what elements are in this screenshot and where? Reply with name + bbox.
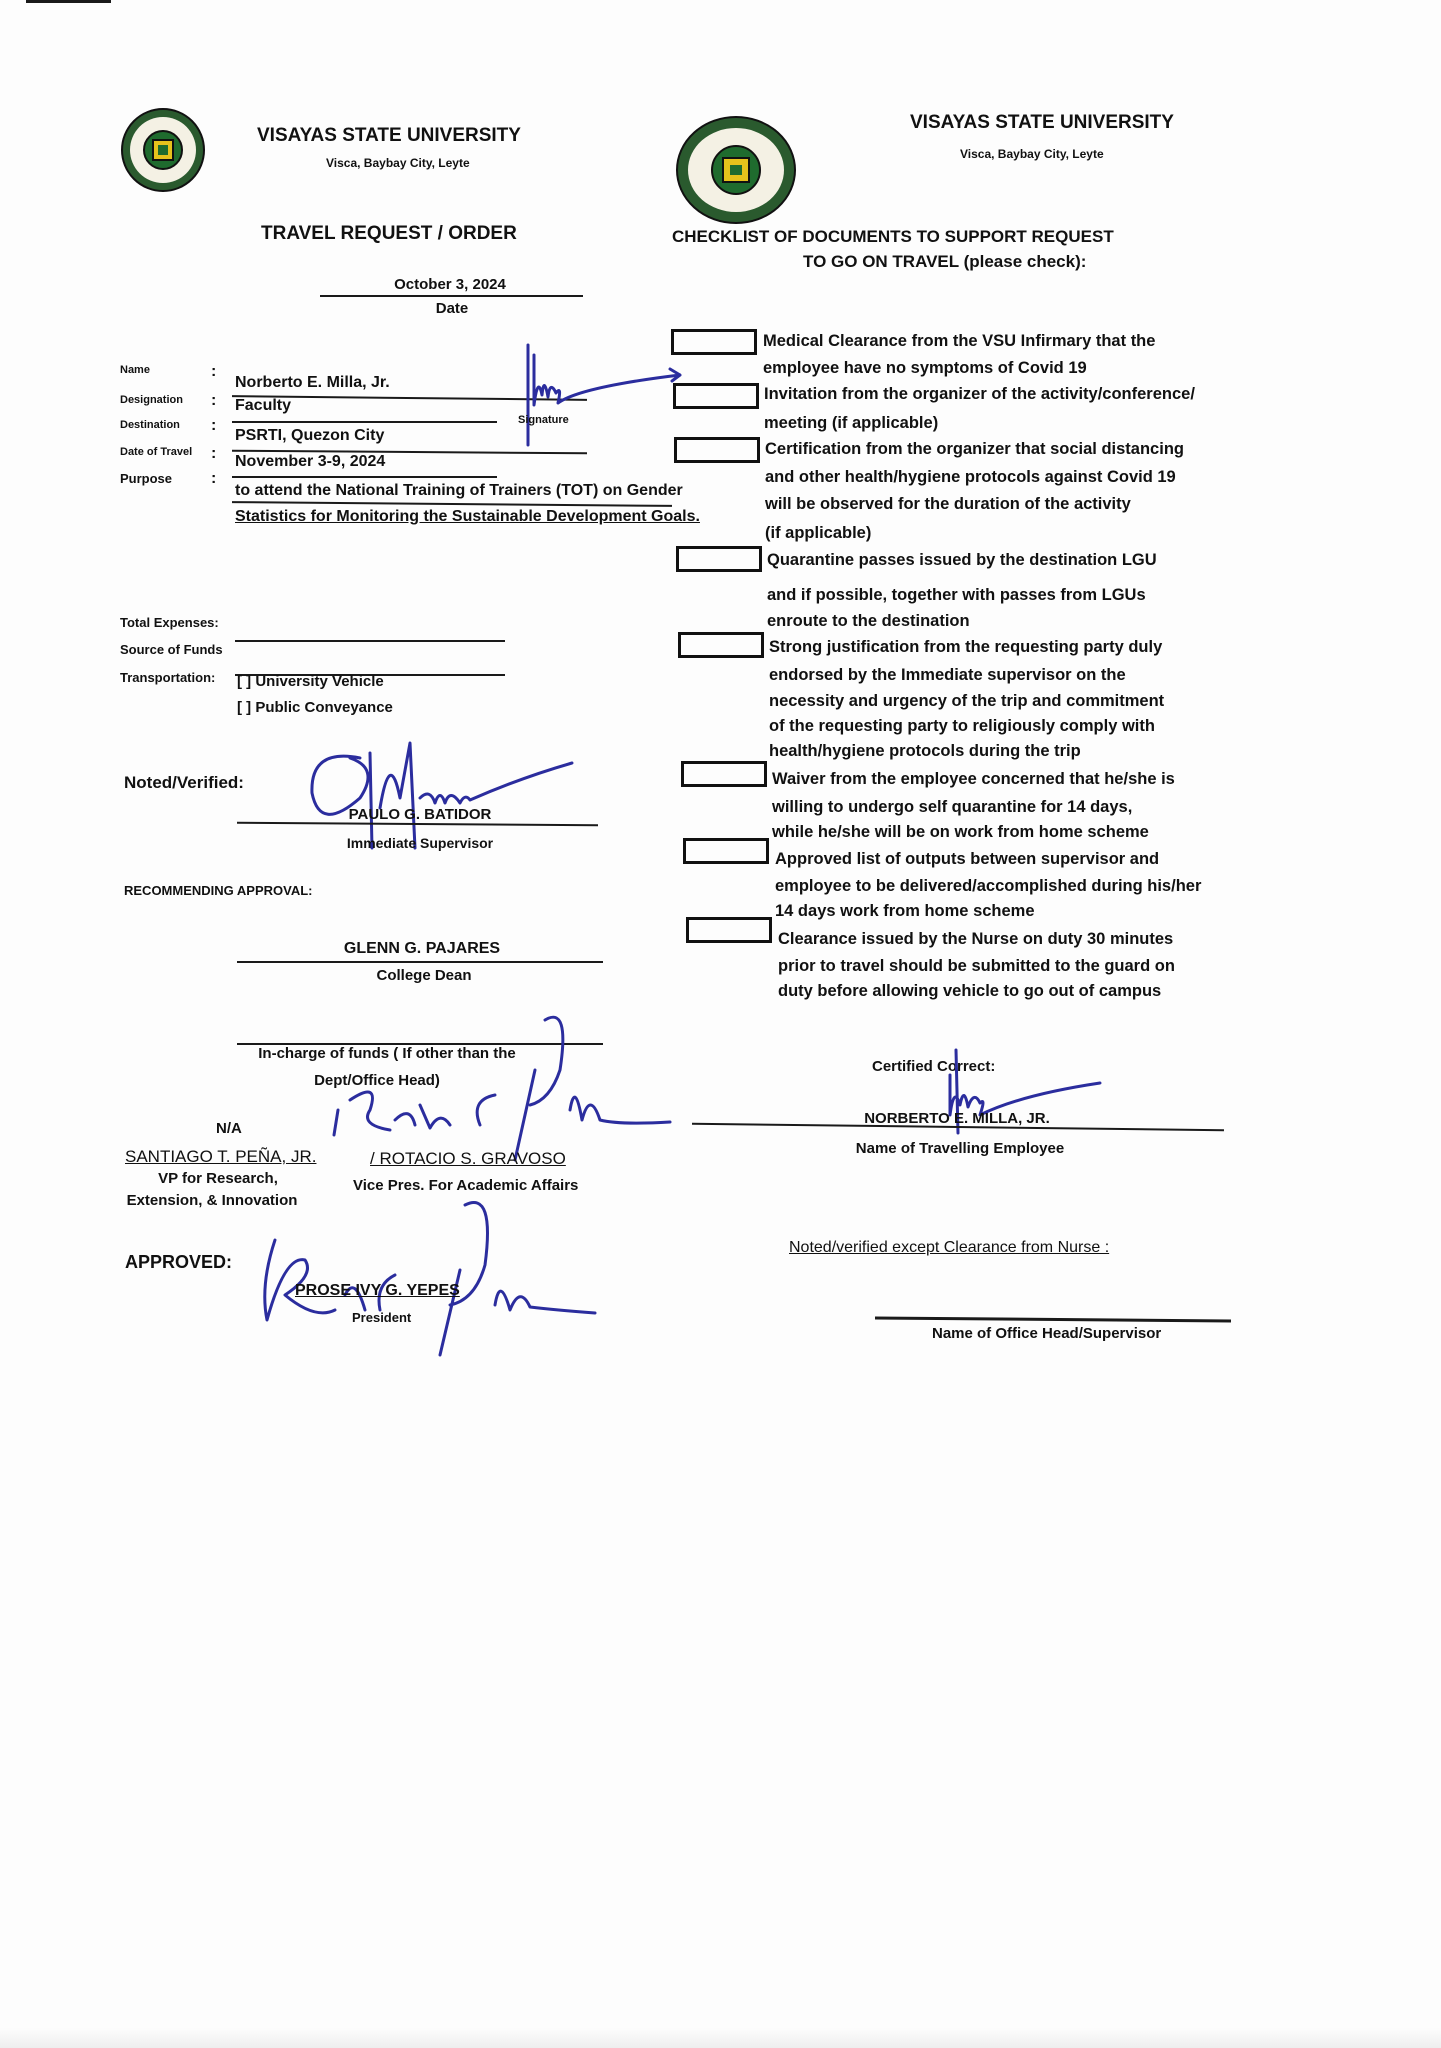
item-text: health/hygiene protocols during the trip [769, 742, 1081, 760]
date-label: Date [435, 300, 469, 317]
item-text: meeting (if applicable) [764, 414, 939, 432]
designation-line [232, 421, 497, 423]
checkbox-quarantine-passes[interactable] [676, 546, 762, 572]
checkbox-medical-clearance[interactable] [671, 329, 757, 355]
dean-title: College Dean [376, 967, 472, 984]
item-text: Invitation from the organizer of the activity/conference/ [764, 385, 1195, 403]
colon: : [211, 392, 217, 409]
item-text: enroute to the destination [767, 612, 970, 630]
dean-line [237, 961, 603, 963]
noted-except-nurse-label: Noted/verified except Clearance from Nurse : [789, 1239, 1110, 1256]
transportation-label: Transportation: [120, 670, 216, 685]
item-text: Certification from the organizer that social distancing [765, 440, 1184, 458]
checkbox-certification[interactable] [674, 437, 760, 463]
item-text: Waiver from the employee concerned that he/she is [772, 770, 1175, 788]
checklist-title-line1: CHECKLIST OF DOCUMENTS TO SUPPORT REQUEST [672, 227, 1114, 246]
item-text: employee have no symptoms of Covid 19 [763, 359, 1087, 377]
item-text: will be observed for the duration of the activity [765, 495, 1131, 513]
date-of-travel-value: November 3-9, 2024 [235, 453, 386, 470]
date-line [320, 295, 583, 297]
checkbox-invitation[interactable] [673, 383, 759, 409]
colon: : [211, 470, 217, 487]
university-address-right: Visca, Baybay City, Leyte [960, 147, 1104, 161]
destination-label: Destination [120, 419, 180, 431]
president-title: President [352, 1310, 412, 1325]
noted-verified-label: Noted/Verified: [124, 773, 244, 792]
vp-academic-title: Vice Pres. For Academic Affairs [353, 1177, 579, 1194]
designation-label: Designation [120, 394, 183, 406]
dean-name: GLENN G. PAJARES [343, 940, 501, 957]
total-expenses-line [235, 640, 505, 642]
date-of-travel-label: Date of Travel [120, 446, 193, 458]
certified-correct-label: Certified Correct: [872, 1058, 996, 1075]
name-value: Norberto E. Milla, Jr. [235, 374, 390, 391]
university-seal-logo [120, 107, 206, 193]
name-label: Name [120, 364, 150, 376]
university-seal-logo-right [675, 115, 797, 225]
checkbox-nurse-clearance[interactable] [686, 917, 772, 943]
recommending-approval-label: RECOMMENDING APPROVAL: [124, 883, 313, 898]
president-name: PROSE IVY G. YEPES [295, 1282, 460, 1299]
traveller-signature [520, 335, 690, 450]
supervisor-title: Immediate Supervisor [346, 835, 494, 851]
funds-label-line1: In-charge of funds ( If other than the [258, 1045, 516, 1062]
signature-label: Signature [518, 414, 569, 426]
university-name-right: VISAYAS STATE UNIVERSITY [910, 112, 1174, 133]
colon: : [211, 417, 217, 434]
supervisor-name: PAULO G. BATIDOR [348, 806, 492, 823]
colon: : [211, 363, 217, 380]
vp-research-name: SANTIAGO T. PEÑA, JR. [125, 1147, 317, 1166]
office-head-line [875, 1316, 1231, 1322]
checkbox-strong-justification[interactable] [678, 632, 764, 658]
transport-option-university-vehicle[interactable]: [ ] University Vehicle [237, 673, 384, 690]
form-title: TRAVEL REQUEST / ORDER [261, 223, 517, 244]
office-head-label: Name of Office Head/Supervisor [932, 1325, 1162, 1342]
na-label: N/A [216, 1120, 242, 1137]
item-text: Approved list of outputs between supervisor and [775, 850, 1160, 868]
scan-bottom-edge [0, 2028, 1441, 2048]
scan-edge-mark [26, 0, 111, 3]
item-text: while he/she will be on work from home scheme [772, 823, 1149, 841]
purpose-value: to attend the National Training of Trainers (TOT) on Gender [235, 482, 683, 499]
item-text: (if applicable) [765, 524, 872, 542]
vp-academic-signature [320, 1010, 680, 1160]
employee-name: NORBERTO E. MILLA, JR. [864, 1110, 1050, 1127]
item-text: Quarantine passes issued by the destination LGU [767, 551, 1157, 569]
funds-label-line2: Dept/Office Head) [314, 1072, 440, 1089]
university-name: VISAYAS STATE UNIVERSITY [257, 125, 521, 146]
item-text: prior to travel should be submitted to the guard on [778, 957, 1175, 975]
transport-option-public-conveyance[interactable]: [ ] Public Conveyance [237, 699, 393, 716]
vp-research-title-line1: VP for Research, [158, 1170, 278, 1187]
item-text: and other health/hygiene protocols against Covid 19 [765, 468, 1176, 486]
total-expenses-label: Total Expenses: [120, 615, 219, 630]
university-address: Visca, Baybay City, Leyte [326, 156, 470, 170]
checkbox-waiver[interactable] [681, 761, 767, 787]
item-text: Medical Clearance from the VSU Infirmary that the [763, 332, 1156, 350]
item-text: and if possible, together with passes from LGUs [767, 586, 1146, 604]
destination-value: PSRTI, Quezon City [235, 427, 385, 444]
item-text: 14 days work from home scheme [775, 902, 1035, 920]
source-of-funds-label: Source of Funds [120, 642, 223, 657]
president-signature [255, 1195, 615, 1355]
item-text: Strong justification from the requesting party duly [769, 638, 1163, 656]
purpose-value-continued: Statistics for Monitoring the Sustainable Development Goals. [235, 508, 700, 525]
purpose-line [232, 501, 672, 507]
purpose-label: Purpose [120, 471, 173, 486]
colon: : [211, 445, 217, 462]
item-text: duty before allowing vehicle to go out of campus [778, 982, 1162, 1000]
employee-title: Name of Travelling Employee [855, 1140, 1065, 1157]
item-text: endorsed by the Immediate supervisor on the [769, 666, 1126, 684]
item-text: Clearance issued by the Nurse on duty 30 minutes [778, 930, 1174, 948]
approved-label: APPROVED: [125, 1252, 233, 1272]
item-text: employee to be delivered/accomplished during his/her [775, 877, 1202, 895]
date-value: October 3, 2024 [394, 276, 506, 293]
date-of-travel-line [232, 476, 497, 478]
item-text: necessity and urgency of the trip and commitment [769, 692, 1165, 710]
item-text: of the requesting party to religiously comply with [769, 717, 1155, 735]
designation-value: Faculty [235, 397, 292, 414]
checklist-title-line2: TO GO ON TRAVEL (please check): [803, 252, 1087, 271]
vp-academic-name: / ROTACIO S. GRAVOSO [370, 1149, 566, 1168]
item-text: willing to undergo self quarantine for 14 days, [772, 798, 1133, 816]
vp-research-title-line2: Extension, & Innovation [126, 1192, 298, 1209]
checkbox-approved-outputs[interactable] [683, 838, 769, 864]
